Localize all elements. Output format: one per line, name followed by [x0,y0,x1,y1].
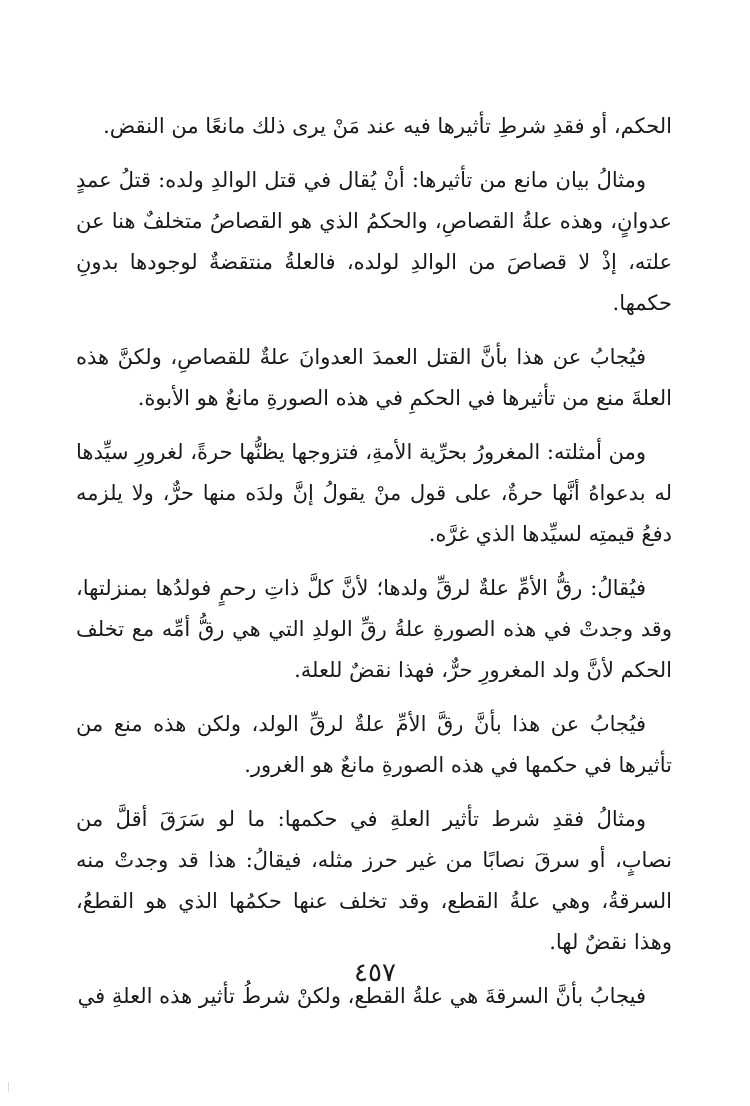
paragraph-answer-father: فيُجابُ عن هذا بأنَّ القتل العمدَ العدوانَ علةٌ للقصاصِ، ولكنَّ هذه العلةَ منع من تأثيرها في الحكمِ في هذه الصورةِ مانعٌ هو الأبوة. [76,345,672,410]
paragraph-example-theft: ومثالُ فقدِ شرط تأثير العلةِ في حكمها: ما لو سَرَقَ أقلَّ من نصابٍ، أو سرقَ نصابًا من غير حرز مثله، فيقالُ: هذا قد وجدتْ منه السرقةُ، وهي علةُ القطع، وقد تخلف عنها حكمُها الذي هو القطعُ، وهذا نقضٌ لها. [76,807,672,954]
body-text [76,106,672,1017]
paragraph-answer-theft: فيجابُ بأنَّ السرقةَ هي علةُ القطع، ولكنْ شرطُ تأثير هذه العلةِ في [77,984,646,1008]
page-number: ٤٥٧ [354,958,396,988]
scan-edge-mark [8,1082,15,1092]
paragraph-answer-slavery: فيُجابُ عن هذا بأنَّ رقَّ الأمِّ علةٌ لرقِّ الولد، ولكن هذه منع من تأثيرها في حكمها في هذه الصورةِ مانعٌ هو الغرور. [76,712,672,777]
paragraph-example-deceived: ومن أمثلته: المغرورُ بحرِّية الأمةِ، فتزوجها يظنُّها حرةً، لغرورِ سيِّدها له بدعواهُ أنَّها حرةٌ، على قول منْ يقولُ إنَّ ولدَه منها حرٌّ، ولا يلزمه دفعُ قيمتِه لسيِّدها الذي غرَّه. [76,440,672,546]
paragraph-continuation: الحكم، أو فقدِ شرطِ تأثيرها فيه عند مَنْ يرى ذلك مانعًا من النقض. [103,114,672,138]
paragraph-example-father: ومثالُ بيان مانع من تأثيرها: أنْ يُقال في قتل الوالدِ ولده: قتلُ عمدٍ عدوانٍ، وهذه علةُ القصاصِ، والحكمُ الذي هو القصاصُ متخلفٌ هنا عن علته، إذْ لا قصاصَ من الوالدِ لولده، فالعلةُ منتقضةٌ لوجودها بدونِ حكمها. [76,168,672,315]
paragraph-objection-slavery: فيُقالُ: رقُّ الأمِّ علةٌ لرقِّ ولدها؛ لأنَّ كلَّ ذاتِ رحمٍ فولدُها بمنزلتها، وقد وجدتْ في هذه الصورةِ علةُ رقِّ الولدِ التي هي رقُّ أمِّه مع تخلف الحكم لأنَّ ولد المغرورِ حرٌّ، فهذا نقضٌ للعلة. [76,576,672,682]
